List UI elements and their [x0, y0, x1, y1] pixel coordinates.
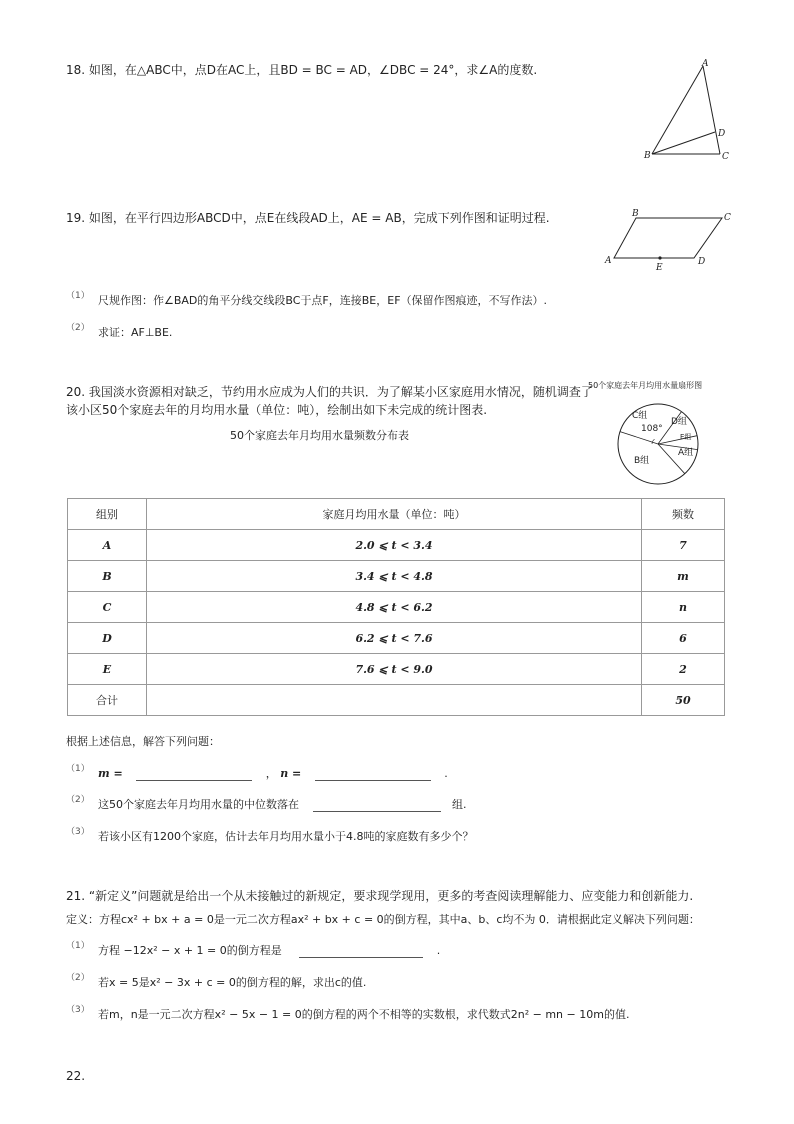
q20-line2: 该小区50个家庭去年的月均用水量（单位：吨），绘制出如下未完成的统计图表.: [66, 403, 488, 417]
cell-total-frequency: 50: [642, 685, 725, 716]
q19-text: 19. 如图，在平行四边形ABCD中，点E在线段AD上，AE = AB，完成下列作图和证明过程.: [66, 211, 550, 225]
q21-part2-number: （2）: [66, 973, 90, 983]
cell-group: B: [68, 561, 147, 592]
q20-part2-row: [98, 797, 467, 813]
cell-range: 4.8 ⩽ t < 6.2: [147, 592, 642, 623]
q21-line2: 定义：方程cx² + bx + a = 0是一元二次方程ax² + bx + c = 0的倒方程，其中a、b、c均不为 0．请根据此定义解决下列问题：: [66, 913, 700, 926]
q19-part2-text: 求证：AF⊥BE.: [98, 326, 173, 339]
q21-part3-text: 若m，n是一元二次方程x² − 5x − 1 = 0的倒方程的两个不相等的实数根，求代数式2n² − mn − 10m的值.: [98, 1008, 630, 1021]
cell-total-label: 合计: [68, 685, 147, 716]
q18-label-a: A: [702, 59, 709, 69]
q19-label-c: C: [724, 213, 731, 223]
q18-label-b: B: [644, 151, 651, 161]
q18-text: 18. 如图，在△ABC中，点D在AC上，且BD = BC = AD，∠DBC = 24°，求∠A的度数.: [66, 63, 538, 77]
cell-frequency: 6: [642, 623, 725, 654]
cell-range: 7.6 ⩽ t < 9.0: [147, 654, 642, 685]
part2-prefix: 这50个家庭去年月均用水量的中位数落在: [98, 798, 299, 811]
answer-blank-median[interactable]: [313, 799, 441, 812]
q20-pie-title: 50个家庭去年月均用水量扇形图: [588, 381, 703, 390]
cell-range: 6.2 ⩽ t < 7.6: [147, 623, 642, 654]
pie-label-e: E组: [680, 433, 692, 441]
table-row: [68, 623, 725, 654]
period: .: [436, 944, 441, 957]
header-range: 家庭月均用水量（单位：吨）: [147, 499, 642, 530]
q19-part1-text: 尺规作图：作∠BAD的角平分线交线段BC于点F，连接BE，EF（保留作图痕迹，不写作法）.: [98, 294, 548, 307]
q21-part2-text: 若x = 5是x² − 3x + c = 0的倒方程的解，求出c的值.: [98, 976, 367, 989]
table-row: [68, 592, 725, 623]
cell-range: 3.4 ⩽ t < 4.8: [147, 561, 642, 592]
separator: ，: [265, 767, 277, 780]
cell-range: 2.0 ⩽ t < 3.4: [147, 530, 642, 561]
table-row-total: [68, 685, 725, 716]
q20-part3-text: 若该小区有1200个家庭，估计去年月均用水量小于4.8吨的家庭数有多少个？: [98, 830, 474, 843]
q20-part2-number: （2）: [66, 795, 90, 805]
period: .: [444, 767, 448, 780]
cell-frequency: n: [642, 592, 725, 623]
q21-part1-number: （1）: [66, 941, 90, 951]
cell-total-empty: [147, 685, 642, 716]
answer-blank-inverse-equation[interactable]: [299, 945, 423, 958]
q20-table-title: 50个家庭去年月均用水量频数分布表: [230, 429, 409, 442]
answer-blank-m[interactable]: [136, 768, 252, 781]
cell-frequency: 2: [642, 654, 725, 685]
table-row: [68, 561, 725, 592]
pie-label-a: A组: [678, 448, 694, 458]
q20-line1: 20. 我国淡水资源相对缺乏，节约用水应成为人们的共识．为了解某小区家庭用水情况，随机调查了: [66, 385, 593, 399]
q19-label-b: B: [632, 209, 639, 219]
q20-frequency-table: [67, 498, 725, 716]
q19-part2-number: （2）: [66, 323, 90, 333]
part2-suffix: 组.: [452, 798, 467, 811]
q20-pie-chart: [608, 394, 708, 494]
q20-part3-number: （3）: [66, 827, 90, 837]
cell-group: E: [68, 654, 147, 685]
q19-label-e: E: [656, 263, 663, 273]
cell-group: D: [68, 623, 147, 654]
label-m: m =: [98, 767, 123, 780]
cell-group: C: [68, 592, 147, 623]
q20-part1-number: （1）: [66, 764, 90, 774]
q19-parallelogram-figure: [600, 206, 740, 276]
q21-line1: 21. “新定义”问题就是给出一个从未接触过的新规定，要求现学现用，更多的考查阅读理解能力、应变能力和创新能力.: [66, 889, 694, 903]
pie-label-angle: 108°: [641, 424, 663, 434]
q21-part3-number: （3）: [66, 1005, 90, 1015]
table-row: [68, 530, 725, 561]
label-n: n =: [280, 767, 302, 780]
q19-label-d: D: [698, 257, 706, 267]
pie-label-c: C组: [632, 411, 648, 421]
q18-triangle-figure: [640, 56, 740, 168]
q19-part1-number: （1）: [66, 291, 90, 301]
part1-prefix: 方程 −12x² − x + 1 = 0的倒方程是: [98, 944, 282, 957]
q18-label-c: C: [722, 152, 729, 162]
pie-label-b: B组: [634, 456, 650, 466]
cell-frequency: 7: [642, 530, 725, 561]
q19-label-a: A: [605, 256, 612, 266]
q20-intro: 根据上述信息，解答下列问题：: [66, 735, 220, 748]
pie-label-d: D组: [671, 417, 687, 427]
q18-label-d: D: [718, 129, 726, 139]
table-row: [68, 654, 725, 685]
q20-part1-row: [98, 766, 448, 782]
header-frequency: 频数: [642, 499, 725, 530]
answer-blank-n[interactable]: [315, 768, 431, 781]
table-header-row: [68, 499, 725, 530]
cell-frequency: m: [642, 561, 725, 592]
header-group: 组别: [68, 499, 147, 530]
cell-group: A: [68, 530, 147, 561]
q21-part1-row: [98, 943, 440, 959]
q22-number: 22.: [66, 1069, 86, 1083]
